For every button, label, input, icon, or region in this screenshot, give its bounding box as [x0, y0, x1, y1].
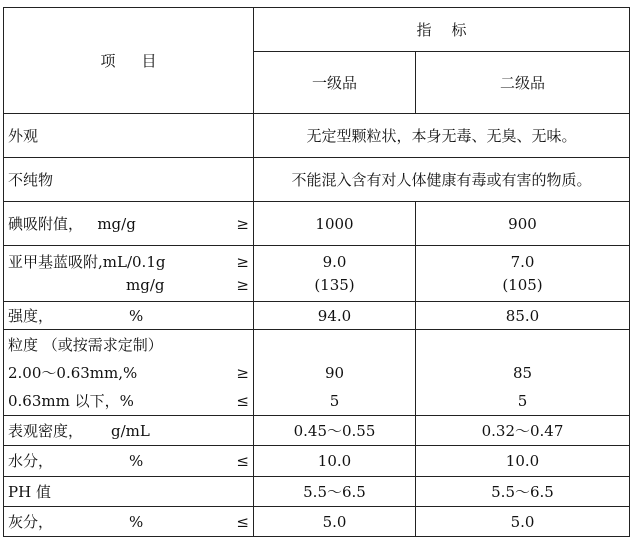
strength-grade1: 94.0 [254, 302, 416, 330]
iodine-grade2: 900 [416, 202, 630, 246]
ph-grade2: 5.5～6.5 [416, 477, 630, 507]
header-grade1: 一级品 [254, 52, 416, 114]
row-strength [4, 302, 630, 330]
spec-table [3, 7, 630, 537]
moisture-label-cell [4, 446, 254, 477]
granularity-label: 粒度 （或按需求定制） [8, 335, 163, 354]
moisture-grade2: 10.0 [416, 446, 630, 477]
row-ph [4, 477, 630, 507]
ph-label: PH 值 [4, 477, 254, 507]
strength-unit: % [129, 306, 144, 325]
methylene-label: 亚甲基蓝吸附,mL/0.1g [8, 252, 166, 271]
iodine-grade1: 1000 [254, 202, 416, 246]
iodine-label: 碘吸附值， [8, 214, 84, 233]
granularity-op1: ≥ [236, 363, 249, 382]
moisture-label: 水分， [8, 452, 54, 470]
density-unit: g/mL [111, 421, 150, 440]
row-appearance [4, 114, 630, 158]
methylene-op1: ≥ [236, 252, 249, 271]
ash-label: 灰分， [8, 512, 54, 531]
iodine-label-cell [4, 202, 254, 246]
header-row-1 [4, 8, 630, 52]
methylene-grade2-cell [416, 246, 630, 302]
density-grade2: 0.32～0.47 [416, 416, 630, 446]
methylene-grade1-cell [254, 246, 416, 302]
strength-label-cell [4, 302, 254, 330]
strength-label: 强度， [8, 306, 54, 325]
header-item-a: 项 [100, 51, 116, 70]
methylene-label-cell [4, 246, 254, 302]
moisture-op: ≤ [236, 452, 249, 470]
methylene-op2: ≥ [236, 275, 249, 294]
density-label: 表观密度， [8, 421, 84, 440]
methylene-grade1-b: (135) [314, 275, 355, 294]
methylene-grade2-a: 7.0 [510, 252, 535, 271]
ash-grade2: 5.0 [416, 507, 630, 537]
row-granularity [4, 330, 630, 416]
row-methylene [4, 246, 630, 302]
impurity-label: 不纯物 [4, 158, 254, 202]
ash-grade1: 5.0 [254, 507, 416, 537]
moisture-grade1: 10.0 [254, 446, 416, 477]
granularity-op2: ≤ [236, 391, 249, 410]
density-label-cell [4, 416, 254, 446]
granularity-sub1: 2.00～0.63mm,% [8, 363, 138, 382]
header-index-b: 标 [451, 20, 467, 39]
header-item-cell [4, 8, 254, 114]
row-impurity [4, 158, 630, 202]
methylene-grade2-b: (105) [502, 275, 543, 294]
ash-op: ≤ [236, 512, 249, 531]
granularity-label-cell [4, 330, 254, 416]
methylene-grade1-a: 9.0 [322, 252, 347, 271]
header-item-b: 目 [141, 51, 157, 70]
ph-grade1: 5.5～6.5 [254, 477, 416, 507]
impurity-value: 不能混入含有对人体健康有毒或有害的物质。 [254, 158, 630, 202]
header-index-a: 指 [416, 20, 432, 39]
granularity-grade1-a: 90 [324, 363, 345, 382]
density-grade1: 0.45～0.55 [254, 416, 416, 446]
header-grade2: 二级品 [416, 52, 630, 114]
iodine-op: ≥ [236, 214, 249, 233]
strength-grade2: 85.0 [416, 302, 630, 330]
iodine-unit: mg/g [97, 214, 136, 233]
granularity-sub2: 0.63mm 以下，% [8, 391, 134, 410]
row-density [4, 416, 630, 446]
ash-label-cell [4, 507, 254, 537]
appearance-label: 外观 [4, 114, 254, 158]
granularity-grade2-b: 5 [517, 391, 528, 410]
header-index-cell [254, 8, 630, 52]
methylene-unit2: mg/g [126, 275, 165, 294]
ash-unit: % [129, 512, 144, 531]
moisture-unit: % [129, 452, 144, 470]
row-iodine [4, 202, 630, 246]
granularity-grade1-cell [254, 330, 416, 416]
granularity-grade2-cell [416, 330, 630, 416]
row-ash [4, 507, 630, 537]
appearance-value: 无定型颗粒状，本身无毒、无臭、无味。 [254, 114, 630, 158]
granularity-grade2-a: 85 [512, 363, 533, 382]
granularity-grade1-b: 5 [329, 391, 340, 410]
row-moisture [4, 446, 630, 477]
